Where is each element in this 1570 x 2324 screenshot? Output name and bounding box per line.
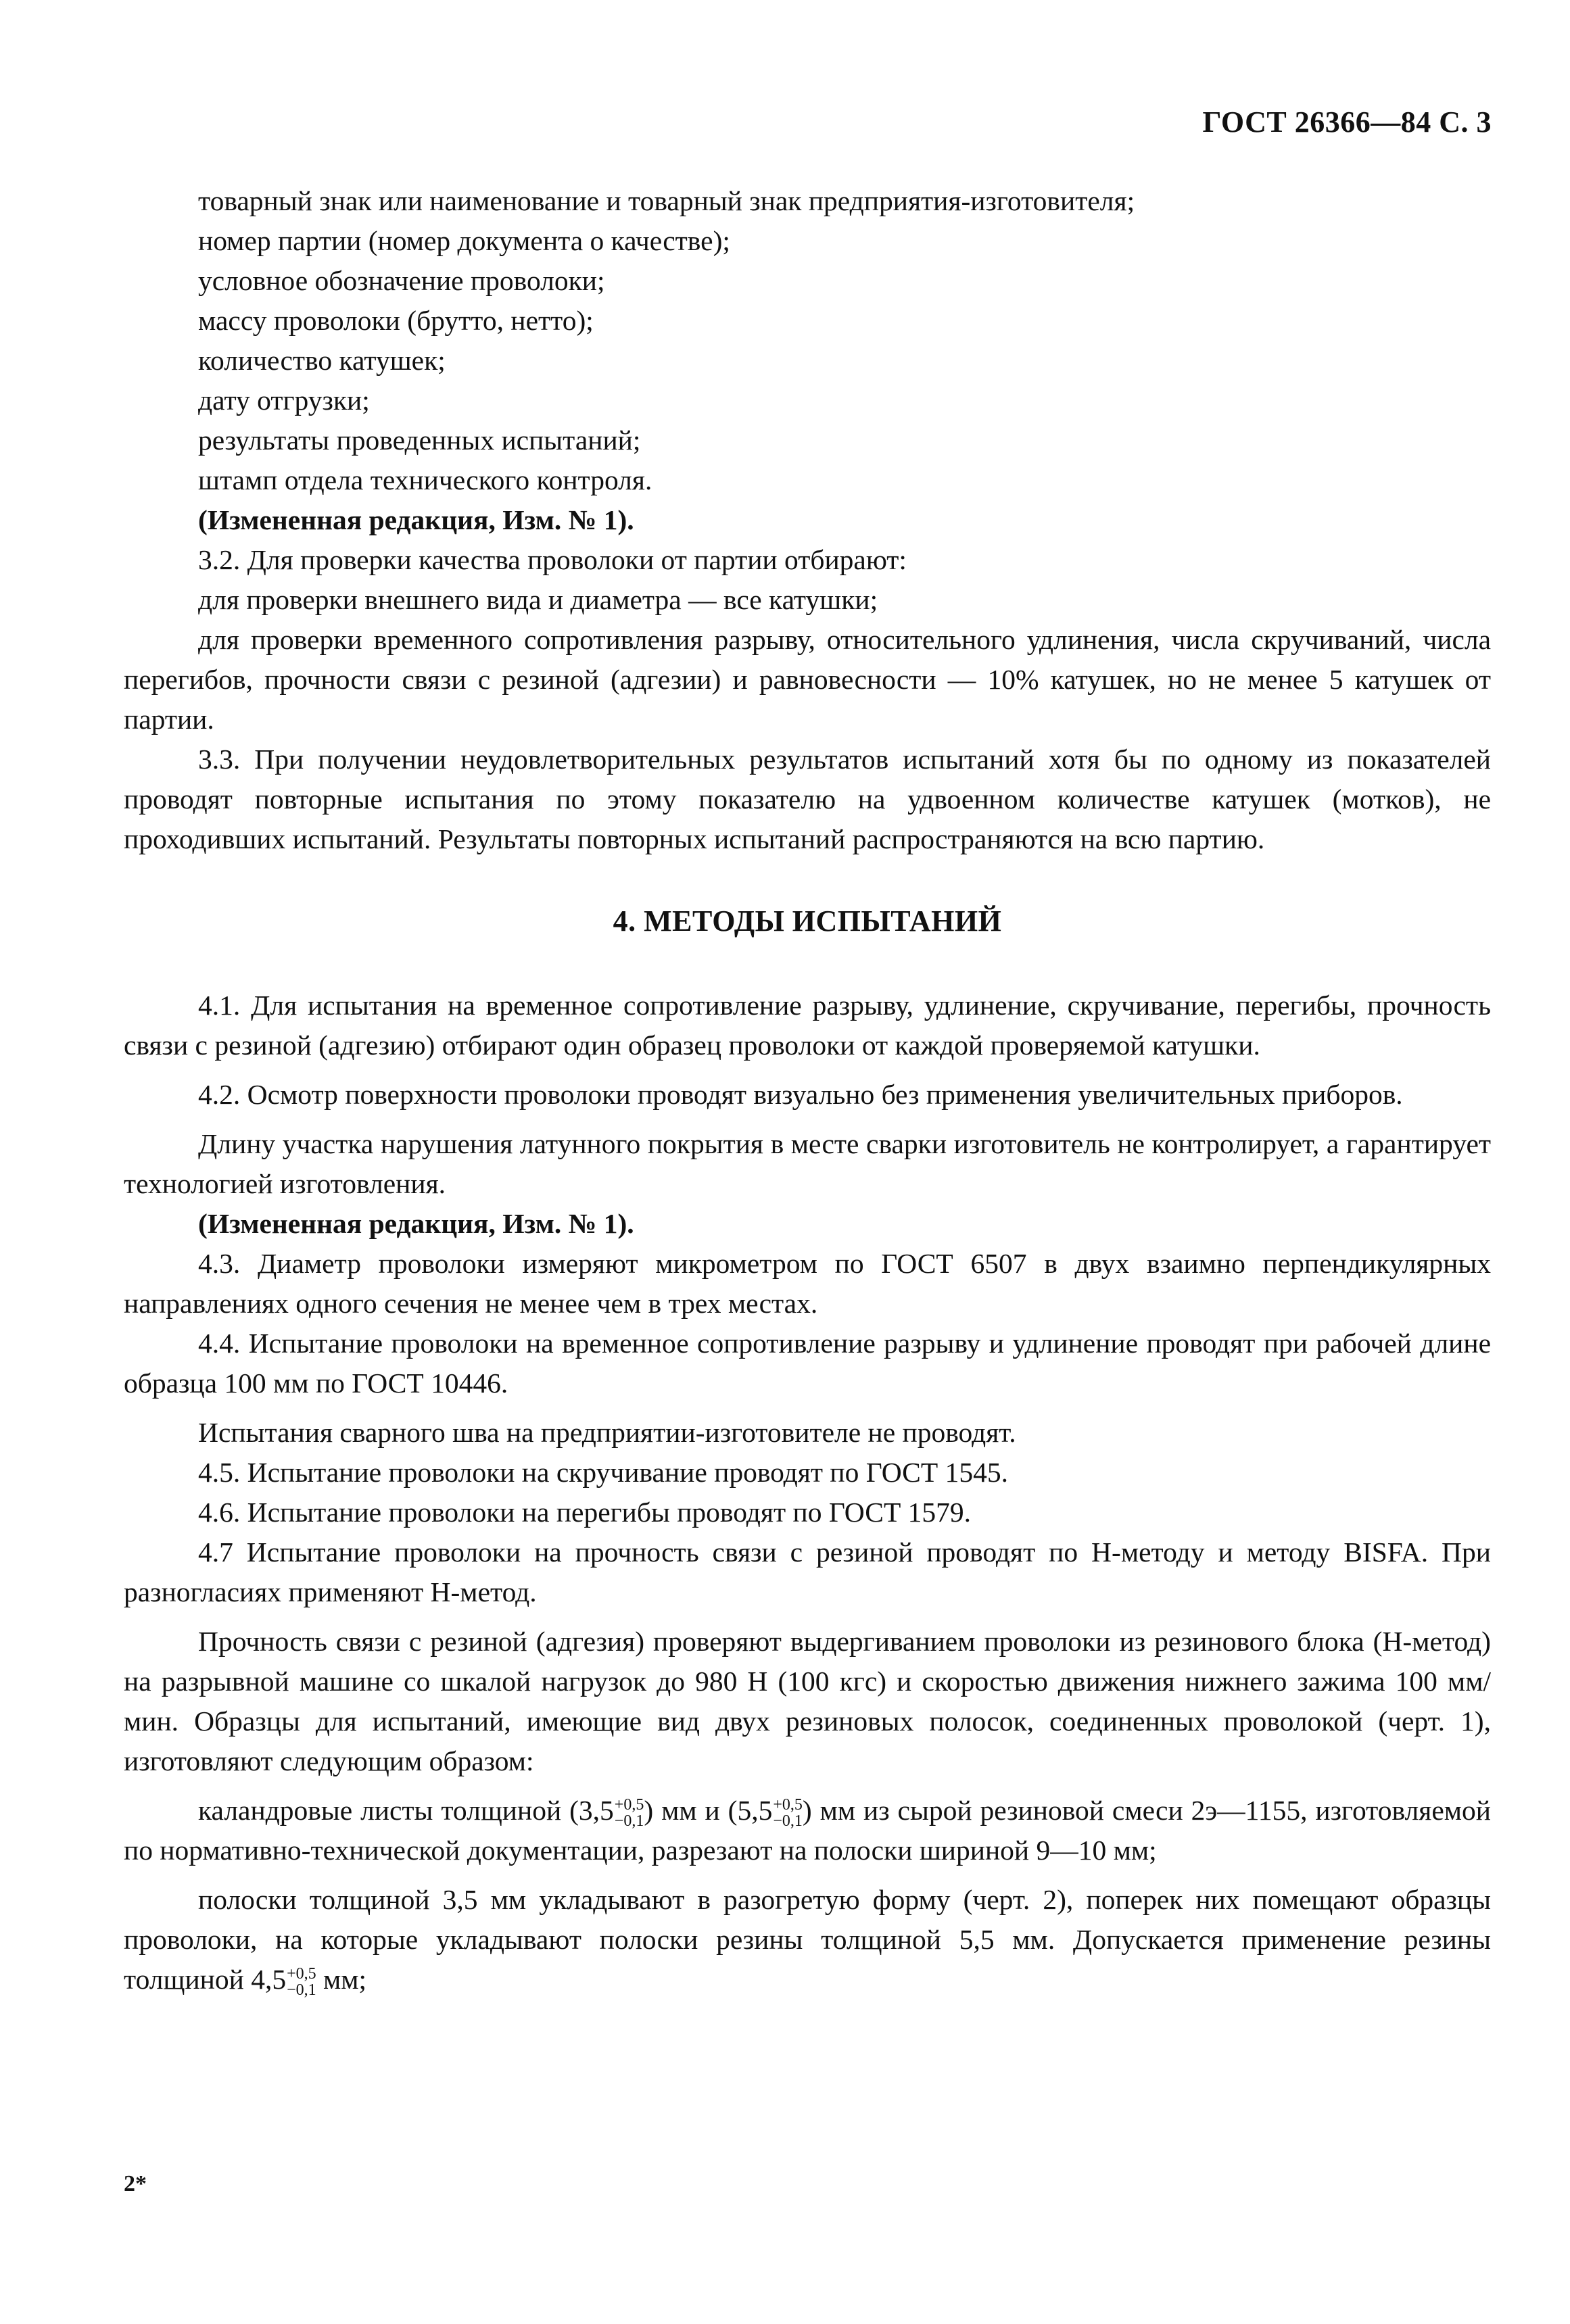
list-item: результаты проведенных испытаний;	[198, 425, 641, 456]
calendar-sheets-paragraph	[124, 1791, 1491, 1870]
list-item: количество катушек;	[198, 345, 446, 376]
tolerance-lower: −0,1	[773, 1812, 803, 1831]
list-item: дату отгрузки;	[198, 385, 370, 416]
strips-paragraph	[124, 1880, 1491, 2000]
running-header: ГОСТ 26366—84 С. 3	[1202, 105, 1492, 139]
signature-mark: 2*	[124, 2171, 147, 2196]
strips-text: полоски толщиной 3,5 мм укладывают в разогретую форму (черт. 2), поперек них помещают образцы проволоки, на которые укладывают полоски резины толщиной 5,5 мм. Допускается применение резины толщиной 4,5	[124, 1884, 1491, 1995]
tolerance-upper: +0,5	[287, 1965, 316, 1983]
amendment-note: (Измененная редакция, Изм. № 1).	[198, 1208, 634, 1239]
tolerance-lower: −0,1	[614, 1812, 644, 1831]
tolerance-mark	[615, 1797, 644, 1829]
tolerance-lower: −0,1	[287, 1981, 316, 2000]
clause-4-4: 4.4. Испытание проволоки на временное сопротивление разрыву и удлинение проводят при рабочей длине образца 100 мм по ГОСТ 10446.	[124, 1328, 1491, 1399]
tolerance-mark	[287, 1966, 316, 1998]
tolerance-upper: +0,5	[773, 1796, 803, 1814]
clause-4-2: 4.2. Осмотр поверхности проволоки проводят визуально без применения увеличительных приборов.	[198, 1079, 1403, 1110]
clause-4-7: 4.7 Испытание проволоки на прочность связи с резиной проводят по Н-методу и методу BISFA. При разногласиях применяют Н-метод.	[124, 1536, 1491, 1607]
document-body	[124, 181, 1491, 2000]
section-title: 4. МЕТОДЫ ИСПЫТАНИЙ	[613, 904, 1002, 938]
calendar-text-2: ) мм и (5,5	[644, 1795, 773, 1826]
calendar-text-1: каландровые листы толщиной (3,5	[198, 1795, 614, 1826]
list-item: массу проволоки (брутто, нетто);	[198, 305, 594, 336]
list-item: условное обозначение проволоки;	[198, 265, 605, 296]
clause-4-3: 4.3. Диаметр проволоки измеряют микрометром по ГОСТ 6507 в двух взаимно перпендикулярных направлениях одного сечения не менее чем в трех местах.	[124, 1248, 1491, 1319]
clause-3-3: 3.3. При получении неудовлетворительных результатов испытаний хотя бы по одному из показателей проводят повторные испытания по этому показателю на удвоенном количестве катушек (мотков), не проходивших испытаний. Результаты повторных испытаний распространяются на всю партию.	[124, 744, 1491, 854]
clause-4-7-method: Прочность связи с резиной (адгезия) проверяют выдергиванием проволоки из резинового блока (Н-метод) на разрывной машине со шкалой нагрузок до 980 Н (100 кгс) и скоростью движения нижнего зажима 100 мм/мин. Образцы для испытаний, имеющие вид двух резиновых полосок, соединенных проволокой (черт. 1), изготовляют следующим образом:	[124, 1626, 1491, 1776]
clause-4-5: 4.5. Испытание проволоки на скручивание проводят по ГОСТ 1545.	[198, 1457, 1008, 1488]
calendar-text-3: ) мм из сырой резиновой смеси 2э—1155, изготовляемой по нормативно-технической документации, разрезают на полоски шириной 9—10 мм;	[124, 1795, 1491, 1866]
strips-tail: мм;	[316, 1964, 367, 1995]
clause-4-1: 4.1. Для испытания на временное сопротивление разрыву, удлинение, скручивание, перегибы, прочность связи с резиной (адгезию) отбирают один образец проволоки от каждой проверяемой катушки.	[124, 990, 1491, 1061]
tolerance-upper: +0,5	[614, 1796, 644, 1814]
list-item: штамп отдела технического контроля.	[198, 464, 652, 495]
clause-4-2-note: Длину участка нарушения латунного покрытия в месте сварки изготовитель не контролирует, а гарантирует технологией изготовления.	[124, 1128, 1491, 1199]
list-item: номер партии (номер документа о качестве);	[198, 225, 730, 256]
amendment-note: (Измененная редакция, Изм. № 1).	[198, 504, 634, 535]
tolerance-mark	[773, 1797, 803, 1829]
clause-3-2: 3.2. Для проверки качества проволоки от партии отбирают:	[198, 544, 907, 575]
clause-3-2-item: для проверки временного сопротивления разрыву, относительного удлинения, числа скручиваний, числа перегибов, прочности связи с резиной (адгезии) и равновесности — 10% катушек, но не менее 5 катушек от партии.	[124, 624, 1491, 735]
list-item: товарный знак или наименование и товарный знак предприятия-изготовителя;	[198, 185, 1135, 216]
clause-3-2-item: для проверки внешнего вида и диаметра — все катушки;	[198, 584, 878, 615]
clause-4-4-note: Испытания сварного шва на предприятии-изготовителе не проводят.	[198, 1417, 1016, 1448]
clause-4-6: 4.6. Испытание проволоки на перегибы проводят по ГОСТ 1579.	[198, 1497, 972, 1528]
